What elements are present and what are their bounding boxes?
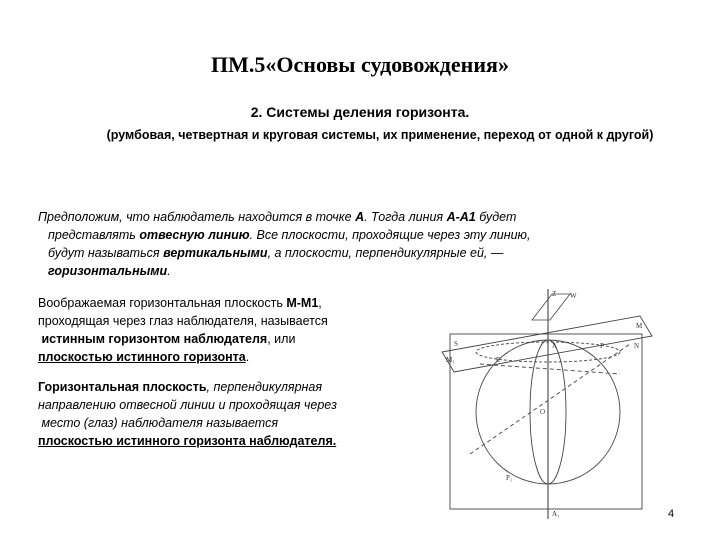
vertical-plane xyxy=(450,334,642,509)
horizontal-plane xyxy=(442,316,652,372)
meridian-plane xyxy=(532,294,570,320)
label-z: Z xyxy=(552,290,557,298)
label-n: N xyxy=(634,342,640,350)
label-o: O xyxy=(540,408,546,416)
page-number: 4 xyxy=(668,508,675,520)
label-m: M xyxy=(636,322,643,330)
horizon-diagram xyxy=(440,284,655,524)
label-m1: M₁ xyxy=(446,356,455,364)
label-e: E xyxy=(496,356,501,364)
label-p1: P₁ xyxy=(506,474,513,482)
page-title: ПМ.5«Основы судовождения» xyxy=(211,52,509,77)
section-subnote: (румбовая, четвертная и круговая системы, их применение, переход от одной к другой) xyxy=(106,128,654,142)
label-w: W xyxy=(570,292,577,300)
label-p: P xyxy=(600,342,604,350)
label-a: A xyxy=(552,342,558,350)
horizontal-plane-paragraph: Горизонтальная плоскость, перпендикулярная направлению отвесной линии и проходящая через место (глаз) наблюдателя называется плоскостью истинного горизонта наблюдателя. xyxy=(38,380,337,448)
label-a1: A₁ xyxy=(552,510,560,518)
intro-paragraph: Предположим, что наблюдатель находится в точке А. Тогда линия А-А1 будет представлять отвесную линию. Все плоскости, проходящие через эту линию, будут называться вертикальными, а плоскости, перпендикулярные ей, — горизонтальными. xyxy=(38,210,531,278)
label-s: S xyxy=(454,340,458,348)
diagonal-line xyxy=(470,344,630,454)
section-subtitle: 2. Системы деления горизонта. xyxy=(250,104,470,120)
true-horizon-paragraph: Воображаемая горизонтальная плоскость М-М1, проходящая через глаз наблюдателя, называется истинным горизонтом наблюдателя, или плоскостью истинного горизонта. xyxy=(38,296,328,364)
